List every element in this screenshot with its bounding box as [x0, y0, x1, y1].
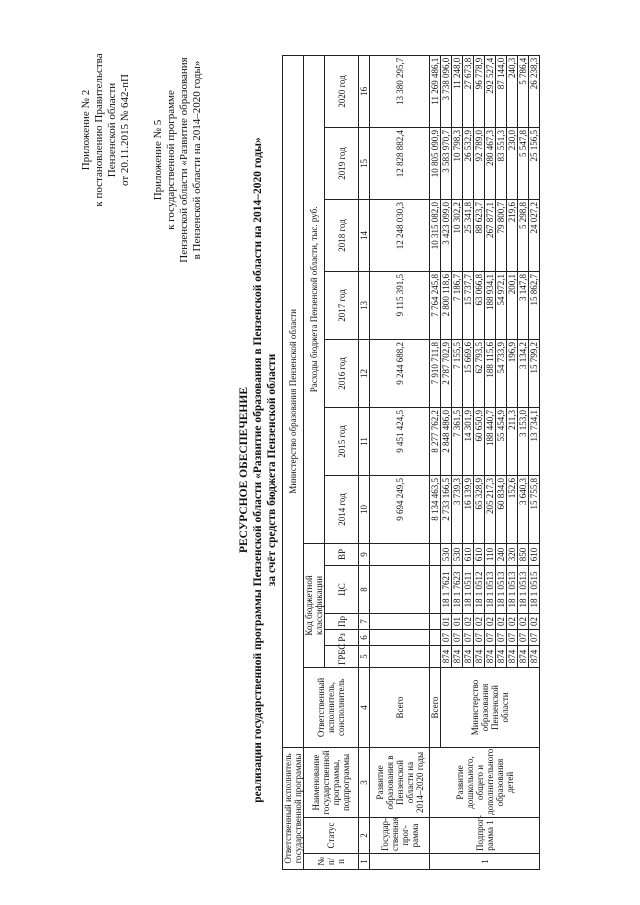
code-pr: 02	[474, 613, 485, 629]
expense-value: 8 134 463,5	[430, 475, 441, 543]
code-grbs: 874	[518, 645, 529, 667]
expense-value: 3 147,8	[518, 271, 529, 339]
gp-value: 9 115 391,5	[370, 271, 430, 339]
expense-value: 62 793,5	[474, 339, 485, 407]
expense-value: 15 737,7	[463, 271, 474, 339]
expense-value: 7 155,5	[452, 339, 463, 407]
header-year-2017: 2017 год	[325, 271, 359, 339]
gp-name: Развитие образования в Пензенской области на 2014–2020 годы	[370, 747, 430, 817]
header-year-2014: 2014 год	[325, 475, 359, 543]
gp-cs	[370, 565, 430, 613]
column-number: 2	[359, 818, 370, 854]
gp-value: 12 828 882,4	[370, 127, 430, 199]
code-vr: 240	[496, 543, 507, 565]
column-number: 3	[359, 747, 370, 817]
code-cs: 18 1 7621	[441, 565, 452, 613]
code-rz: 07	[463, 629, 474, 645]
code-cs: 18 1 0513	[507, 565, 518, 613]
expense-value: 7 910 711,8	[430, 339, 441, 407]
code-cs: 18 1 0513	[496, 565, 507, 613]
sub1-executor-ministry: Министерство образования Пензенской области	[441, 667, 540, 747]
code-cs: 18 1 0515	[529, 565, 540, 613]
resource-table	[282, 55, 540, 870]
gp-value: 13 380 295,7	[370, 55, 430, 127]
header-grbs: ГРБС	[325, 645, 359, 667]
column-number: 14	[359, 199, 370, 271]
appendix-5-line: в Пензенской области на 2014–2020 годы»	[191, 60, 203, 260]
gp-grbs	[370, 645, 430, 667]
expense-value: 8 277 762,2	[430, 407, 441, 475]
expense-value: 87 144,0	[496, 55, 507, 127]
header-num: № п/п	[304, 854, 359, 870]
appendix-2-header	[80, 45, 132, 215]
appendix-5-header	[152, 55, 204, 265]
expense-value: 2 848 486,0	[441, 407, 452, 475]
column-number: 13	[359, 271, 370, 339]
expense-value: 92 789,0	[474, 127, 485, 199]
expense-value: 11 248,0	[452, 55, 463, 127]
code-vr: 610	[529, 543, 540, 565]
expense-value: 13 734,1	[529, 407, 540, 475]
appendix-2-line: от 20.11.2015 № 642-пП	[119, 74, 131, 186]
appendix-5-line: Пензенской области «Развитие образования	[178, 57, 190, 263]
expense-value: 96 778,9	[474, 55, 485, 127]
code-rz: 07	[507, 629, 518, 645]
expense-value: 60 834,0	[496, 475, 507, 543]
code-vr: 110	[485, 543, 496, 565]
expense-value: 63 066,8	[474, 271, 485, 339]
sub1-executor-total: Всего	[430, 667, 441, 747]
gp-value: 9 451 424,5	[370, 407, 430, 475]
code-rz: 07	[518, 629, 529, 645]
code-grbs: 874	[474, 645, 485, 667]
code-pr: 01	[452, 613, 463, 629]
column-number: 7	[359, 613, 370, 629]
column-number: 11	[359, 407, 370, 475]
expense-value: 7 186,7	[452, 271, 463, 339]
header-responsible-program: Ответственный исполнитель государственной программы	[283, 747, 304, 869]
expense-value: 15 755,8	[529, 475, 540, 543]
expense-value: 10 302,2	[452, 199, 463, 271]
code-rz: 07	[474, 629, 485, 645]
gp-value: 9 694 249,5	[370, 475, 430, 543]
column-number: 8	[359, 565, 370, 613]
header-name: Наименование государственной программы, подпрограммы	[304, 747, 359, 817]
column-number: 15	[359, 127, 370, 199]
header-status: Статус	[304, 818, 359, 854]
code-rz	[430, 629, 441, 645]
expense-value: 3 423 099,0	[441, 199, 452, 271]
column-number: 5	[359, 645, 370, 667]
code-pr: 02	[507, 613, 518, 629]
table-row	[430, 55, 441, 869]
gp-value: 12 248 030,3	[370, 199, 430, 271]
gp-value: 9 244 688,2	[370, 339, 430, 407]
expense-value: 7 361,5	[452, 407, 463, 475]
header-rz: Рз	[325, 629, 359, 645]
header-cs: ЦС	[325, 565, 359, 613]
expense-value: 10 805 090,9	[430, 127, 441, 199]
gp-row	[370, 55, 430, 869]
header-ministry: Министерство образования Пензенской области	[283, 55, 304, 747]
code-rz: 07	[485, 629, 496, 645]
expense-value: 292 527,4	[485, 55, 496, 127]
code-rz: 07	[529, 629, 540, 645]
header-year-2019: 2019 год	[325, 127, 359, 199]
expense-value: 65 328,9	[474, 475, 485, 543]
column-number-row	[359, 55, 370, 869]
sub1-num: 1	[430, 854, 540, 870]
expense-value: 16 139,9	[463, 475, 474, 543]
expense-value: 5 298,8	[518, 199, 529, 271]
code-vr	[430, 543, 441, 565]
header-year-2015: 2015 год	[325, 407, 359, 475]
code-rz: 07	[441, 629, 452, 645]
expense-value: 267 877,1	[485, 199, 496, 271]
code-pr	[430, 613, 441, 629]
expense-value: 15 862,7	[529, 271, 540, 339]
document-title	[237, 75, 279, 865]
gp-rz	[370, 629, 430, 645]
expense-value: 240,3	[507, 55, 518, 127]
expense-value: 3 134,2	[518, 339, 529, 407]
column-number: 1	[359, 854, 370, 870]
code-cs: 18 1 0512	[474, 565, 485, 613]
code-grbs: 874	[507, 645, 518, 667]
expense-value: 200,1	[507, 271, 518, 339]
code-vr: 610	[474, 543, 485, 565]
expense-value: 196,9	[507, 339, 518, 407]
code-grbs: 874	[496, 645, 507, 667]
code-rz: 07	[496, 629, 507, 645]
code-grbs: 874	[441, 645, 452, 667]
expense-value: 5 786,4	[518, 55, 529, 127]
code-vr: 530	[452, 543, 463, 565]
expense-value: 54 733,9	[496, 339, 507, 407]
expense-value: 15 799,2	[529, 339, 540, 407]
title-line-2: реализации государственной программы Пензенской области «Развитие образования в Пензенской области на 2014–2020 годы»	[252, 137, 264, 803]
expense-value: 7 764 245,8	[430, 271, 441, 339]
expense-value: 25 156,5	[529, 127, 540, 199]
expense-value: 83 551,3	[496, 127, 507, 199]
expense-value: 26 532,9	[463, 127, 474, 199]
gp-pr	[370, 613, 430, 629]
header-row-1	[304, 55, 325, 869]
expense-value: 10 798,3	[452, 127, 463, 199]
expense-value: 2 733 166,5	[441, 475, 452, 543]
header-row-top	[283, 55, 304, 869]
code-vr: 610	[463, 543, 474, 565]
code-grbs: 874	[485, 645, 496, 667]
expense-value: 3 738 096,0	[441, 55, 452, 127]
expense-value: 5 547,8	[518, 127, 529, 199]
code-pr: 01	[441, 613, 452, 629]
gp-status: Государ-ственная прог-рамма	[370, 818, 430, 854]
expense-value: 211,3	[507, 407, 518, 475]
appendix-2-line: Приложение № 2	[80, 89, 92, 171]
code-grbs: 874	[452, 645, 463, 667]
appendix-5-line: к государственной программе	[165, 90, 177, 230]
header-budget-code: Код бюджетной классификации	[304, 543, 325, 667]
title-line-1: РЕСУРСНОЕ ОБЕСПЕЧЕНИЕ	[238, 387, 250, 554]
expense-value: 280 467,3	[485, 127, 496, 199]
code-grbs: 874	[529, 645, 540, 667]
column-number: 10	[359, 475, 370, 543]
column-number: 6	[359, 629, 370, 645]
expense-value: 88 623,7	[474, 199, 485, 271]
expense-value: 11 269 486,1	[430, 55, 441, 127]
expense-value: 2 800 118,6	[441, 271, 452, 339]
sub1-status: Подпрог-рамма 1	[430, 818, 540, 854]
expense-value: 3 153,0	[518, 407, 529, 475]
code-cs: 18 1 0511	[463, 565, 474, 613]
expense-value: 15 669,6	[463, 339, 474, 407]
header-year-2016: 2016 год	[325, 339, 359, 407]
expense-value: 10 315 082,0	[430, 199, 441, 271]
expense-value: 26 238,3	[529, 55, 540, 127]
expense-value: 188 934,1	[485, 271, 496, 339]
expense-value: 230,0	[507, 127, 518, 199]
expense-value: 79 800,7	[496, 199, 507, 271]
expense-value: 2 787 702,9	[441, 339, 452, 407]
gp-executor: Всего	[370, 667, 430, 747]
code-pr: 02	[518, 613, 529, 629]
code-grbs	[430, 645, 441, 667]
header-expenses: Расходы бюджета Пензенской области, тыс. руб.	[304, 55, 325, 543]
expense-value: 14 301,9	[463, 407, 474, 475]
appendix-5-line: Приложение № 5	[152, 119, 164, 201]
column-number: 9	[359, 543, 370, 565]
code-pr: 02	[463, 613, 474, 629]
expense-value: 3 640,3	[518, 475, 529, 543]
header-vr: ВР	[325, 543, 359, 565]
expense-value: 55 454,9	[496, 407, 507, 475]
header-pr: Пр	[325, 613, 359, 629]
code-vr: 320	[507, 543, 518, 565]
code-pr: 02	[529, 613, 540, 629]
gp-vr	[370, 543, 430, 565]
header-executor: Ответственный исполнитель, соисполнитель	[304, 667, 359, 747]
code-pr: 02	[496, 613, 507, 629]
code-cs: 18 1 0513	[485, 565, 496, 613]
expense-value: 3 583 970,7	[441, 127, 452, 199]
expense-value: 205 217,3	[485, 475, 496, 543]
table-row	[441, 55, 452, 869]
expense-value: 219,6	[507, 199, 518, 271]
column-number: 4	[359, 667, 370, 747]
code-rz: 07	[452, 629, 463, 645]
code-grbs: 874	[463, 645, 474, 667]
header-year-2020: 2020 год	[325, 55, 359, 127]
code-pr: 02	[485, 613, 496, 629]
code-vr: 850	[518, 543, 529, 565]
expense-value: 3 739,3	[452, 475, 463, 543]
expense-value: 60 650,9	[474, 407, 485, 475]
expense-value: 188 440,7	[485, 407, 496, 475]
expense-value: 27 673,8	[463, 55, 474, 127]
expense-value: 152,6	[507, 475, 518, 543]
column-number: 12	[359, 339, 370, 407]
expense-value: 24 027,2	[529, 199, 540, 271]
appendix-2-line: к постановлению Правительства	[93, 53, 105, 207]
code-vr: 530	[441, 543, 452, 565]
appendix-2-line: Пензенской области	[106, 82, 118, 178]
title-line-3: за счёт средств бюджета Пензенской области	[266, 353, 278, 587]
code-cs: 18 1 0513	[518, 565, 529, 613]
expense-value: 25 341,8	[463, 199, 474, 271]
code-cs: 18 1 7623	[452, 565, 463, 613]
expense-value: 54 972,1	[496, 271, 507, 339]
code-cs	[430, 565, 441, 613]
column-number: 16	[359, 55, 370, 127]
header-year-2018: 2018 год	[325, 199, 359, 271]
sub1-name: Развитие дошкольного, общего и дополнительного образования детей	[430, 747, 540, 817]
gp-num	[370, 854, 430, 870]
expense-value: 188 115,6	[485, 339, 496, 407]
